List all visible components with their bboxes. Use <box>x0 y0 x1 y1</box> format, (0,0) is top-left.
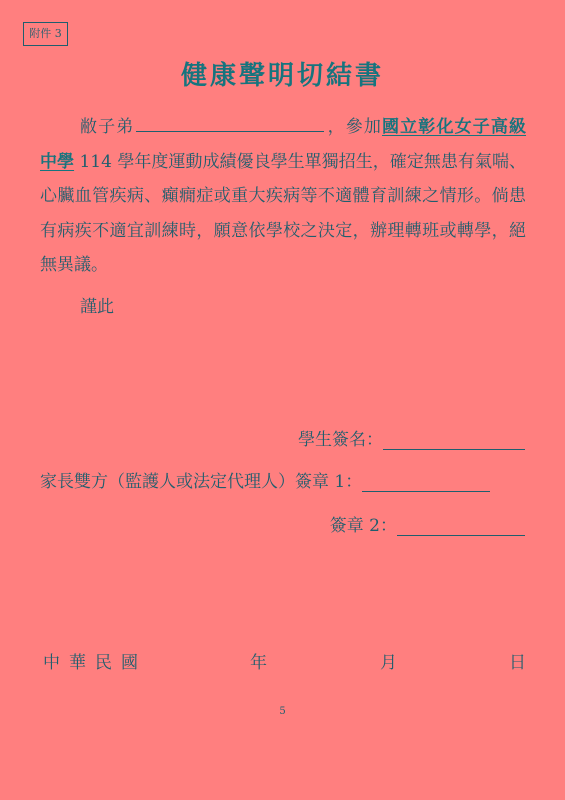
closing-text: 謹此 <box>80 297 114 317</box>
parent-seal-2-line <box>330 516 525 536</box>
page-number: 5 <box>279 706 286 717</box>
parent-seal-1-field[interactable] <box>362 473 490 492</box>
date-month: 月 <box>380 653 397 673</box>
page-title: 健康聲明切結書 <box>180 61 384 91</box>
declaration-join: ，參加 <box>326 117 383 137</box>
parent-seal-1-label: 家長雙方（監護人或法定代理人）簽章 1： <box>40 472 363 492</box>
attachment-label: 附件 3 <box>23 22 68 46</box>
declaration-text: 114 學年度運動成績優良學生單獨招生，確定無患有氣喘、心臟血管疾病、癲癇症或重大疾病等不適體育訓練之情形。倘患有病疾不適宜訓練時，願意依學校之決定，辦理轉班或轉學，絕無異議。 <box>40 151 526 275</box>
parent-seal-1-line <box>40 472 490 492</box>
date-country: 中華民國 <box>43 653 147 673</box>
declaration-prefix: 敝子弟 <box>80 117 135 137</box>
parent-seal-2-field[interactable] <box>397 517 525 536</box>
school-name: 國立彰化女子高級中學 <box>40 117 527 172</box>
parent-seal-2-label: 簽章 2： <box>329 516 397 536</box>
student-signature-line <box>298 430 525 450</box>
student-signature-label: 學生簽名： <box>298 430 383 450</box>
date-day: 日 <box>509 653 526 673</box>
declaration-paragraph <box>40 110 526 283</box>
date-year: 年 <box>250 653 267 673</box>
student-signature-field[interactable] <box>383 431 525 450</box>
student-name-blank[interactable] <box>136 115 324 132</box>
